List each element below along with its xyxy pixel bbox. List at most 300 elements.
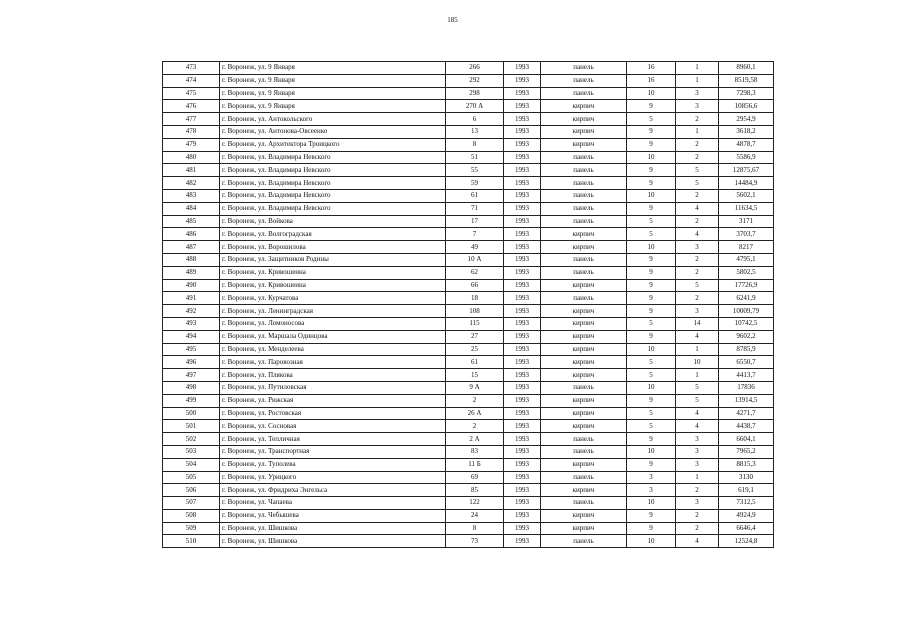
- row-number-cell: 508: [163, 509, 220, 522]
- address-cell: г. Воронеж, ул. Чапаева: [220, 497, 446, 510]
- house-number-cell: 71: [446, 202, 504, 215]
- house-number-cell: 85: [446, 484, 504, 497]
- row-number-cell: 502: [163, 433, 220, 446]
- area-cell: 3618,2: [719, 125, 774, 138]
- entrances-cell: 3: [676, 458, 719, 471]
- year-cell: 1993: [504, 522, 541, 535]
- year-cell: 1993: [504, 138, 541, 151]
- wall-material-cell: панель: [541, 164, 627, 177]
- table-row: [163, 420, 774, 433]
- floors-cell: 5: [627, 369, 676, 382]
- house-number-cell: 49: [446, 241, 504, 254]
- floors-cell: 9: [627, 279, 676, 292]
- table-row: [163, 458, 774, 471]
- year-cell: 1993: [504, 317, 541, 330]
- table-row: [163, 445, 774, 458]
- address-cell: г. Воронеж, ул. 9 Января: [220, 74, 446, 87]
- address-cell: г. Воронеж, ул. Фридриха Энгельса: [220, 484, 446, 497]
- floors-cell: 9: [627, 305, 676, 318]
- wall-material-cell: панель: [541, 535, 627, 548]
- row-number-cell: 474: [163, 74, 220, 87]
- area-cell: 4271,7: [719, 407, 774, 420]
- floors-cell: 9: [627, 292, 676, 305]
- house-number-cell: 10 А: [446, 253, 504, 266]
- wall-material-cell: кирпич: [541, 100, 627, 113]
- entrances-cell: 2: [676, 292, 719, 305]
- entrances-cell: 5: [676, 279, 719, 292]
- address-cell: г. Воронеж, ул. Ростовская: [220, 407, 446, 420]
- address-cell: г. Воронеж, ул. 9 Января: [220, 87, 446, 100]
- year-cell: 1993: [504, 164, 541, 177]
- floors-cell: 3: [627, 471, 676, 484]
- address-cell: г. Воронеж, ул. Рижская: [220, 394, 446, 407]
- house-number-cell: 115: [446, 317, 504, 330]
- row-number-cell: 486: [163, 228, 220, 241]
- address-cell: г. Воронеж, ул. Курчатова: [220, 292, 446, 305]
- house-number-cell: 2 А: [446, 433, 504, 446]
- year-cell: 1993: [504, 241, 541, 254]
- floors-cell: 10: [627, 381, 676, 394]
- house-number-cell: 51: [446, 151, 504, 164]
- row-number-cell: 478: [163, 125, 220, 138]
- housing-registry-table: [162, 61, 774, 548]
- row-number-cell: 498: [163, 381, 220, 394]
- address-cell: г. Воронеж, ул. Ломоносова: [220, 317, 446, 330]
- row-number-cell: 490: [163, 279, 220, 292]
- entrances-cell: 2: [676, 151, 719, 164]
- floors-cell: 10: [627, 241, 676, 254]
- address-cell: г. Воронеж, ул. Маршала Одинцова: [220, 330, 446, 343]
- address-cell: г. Воронеж, ул. Архитектора Троицкого: [220, 138, 446, 151]
- row-number-cell: 481: [163, 164, 220, 177]
- floors-cell: 10: [627, 87, 676, 100]
- area-cell: 3130: [719, 471, 774, 484]
- year-cell: 1993: [504, 292, 541, 305]
- address-cell: г. Воронеж, ул. Менделеева: [220, 343, 446, 356]
- row-number-cell: 503: [163, 445, 220, 458]
- entrances-cell: 3: [676, 87, 719, 100]
- wall-material-cell: панель: [541, 497, 627, 510]
- floors-cell: 10: [627, 535, 676, 548]
- floors-cell: 9: [627, 100, 676, 113]
- year-cell: 1993: [504, 253, 541, 266]
- house-number-cell: 2: [446, 394, 504, 407]
- address-cell: г. Воронеж, ул. Волгоградская: [220, 228, 446, 241]
- entrances-cell: 10: [676, 356, 719, 369]
- year-cell: 1993: [504, 497, 541, 510]
- table-row: [163, 535, 774, 548]
- floors-cell: 9: [627, 458, 676, 471]
- area-cell: 8785,9: [719, 343, 774, 356]
- entrances-cell: 5: [676, 381, 719, 394]
- entrances-cell: 4: [676, 330, 719, 343]
- table-row: [163, 305, 774, 318]
- address-cell: г. Воронеж, ул. Путиловская: [220, 381, 446, 394]
- house-number-cell: 15: [446, 369, 504, 382]
- house-number-cell: 24: [446, 509, 504, 522]
- row-number-cell: 482: [163, 177, 220, 190]
- address-cell: г. Воронеж, ул. Владимира Невского: [220, 151, 446, 164]
- wall-material-cell: панель: [541, 471, 627, 484]
- table-row: [163, 202, 774, 215]
- table-row: [163, 317, 774, 330]
- area-cell: 5802,5: [719, 266, 774, 279]
- wall-material-cell: панель: [541, 87, 627, 100]
- wall-material-cell: кирпич: [541, 330, 627, 343]
- floors-cell: 16: [627, 74, 676, 87]
- row-number-cell: 499: [163, 394, 220, 407]
- house-number-cell: 73: [446, 535, 504, 548]
- row-number-cell: 491: [163, 292, 220, 305]
- table-row: [163, 484, 774, 497]
- wall-material-cell: панель: [541, 177, 627, 190]
- wall-material-cell: кирпич: [541, 279, 627, 292]
- table-row: [163, 241, 774, 254]
- house-number-cell: 11 Б: [446, 458, 504, 471]
- table-row: [163, 164, 774, 177]
- area-cell: 3171: [719, 215, 774, 228]
- floors-cell: 9: [627, 522, 676, 535]
- wall-material-cell: кирпич: [541, 356, 627, 369]
- area-cell: 619,1: [719, 484, 774, 497]
- row-number-cell: 496: [163, 356, 220, 369]
- area-cell: 9602,2: [719, 330, 774, 343]
- entrances-cell: 3: [676, 241, 719, 254]
- area-cell: 4413,7: [719, 369, 774, 382]
- table-row: [163, 62, 774, 75]
- address-cell: г. Воронеж, ул. 9 Января: [220, 62, 446, 75]
- area-cell: 17836: [719, 381, 774, 394]
- area-cell: 10009,79: [719, 305, 774, 318]
- house-number-cell: 18: [446, 292, 504, 305]
- area-cell: 7965,2: [719, 445, 774, 458]
- table-row: [163, 113, 774, 126]
- row-number-cell: 477: [163, 113, 220, 126]
- table-row: [163, 125, 774, 138]
- floors-cell: 5: [627, 407, 676, 420]
- wall-material-cell: панель: [541, 266, 627, 279]
- area-cell: 3703,7: [719, 228, 774, 241]
- year-cell: 1993: [504, 113, 541, 126]
- area-cell: 5602,1: [719, 189, 774, 202]
- area-cell: 7312,5: [719, 497, 774, 510]
- row-number-cell: 507: [163, 497, 220, 510]
- wall-material-cell: кирпич: [541, 305, 627, 318]
- house-number-cell: 108: [446, 305, 504, 318]
- address-cell: г. Воронеж, ул. Туполева: [220, 458, 446, 471]
- entrances-cell: 3: [676, 305, 719, 318]
- floors-cell: 5: [627, 215, 676, 228]
- area-cell: 12875,67: [719, 164, 774, 177]
- table-row: [163, 407, 774, 420]
- wall-material-cell: панель: [541, 74, 627, 87]
- entrances-cell: 4: [676, 407, 719, 420]
- year-cell: 1993: [504, 343, 541, 356]
- entrances-cell: 1: [676, 369, 719, 382]
- house-number-cell: 8: [446, 138, 504, 151]
- house-number-cell: 8: [446, 522, 504, 535]
- table-row: [163, 228, 774, 241]
- address-cell: г. Воронеж, ул. Кривошеина: [220, 266, 446, 279]
- floors-cell: 10: [627, 189, 676, 202]
- year-cell: 1993: [504, 420, 541, 433]
- house-number-cell: 25: [446, 343, 504, 356]
- area-cell: 8960,1: [719, 62, 774, 75]
- floors-cell: 9: [627, 509, 676, 522]
- area-cell: 6646,4: [719, 522, 774, 535]
- area-cell: 4924,9: [719, 509, 774, 522]
- address-cell: г. Воронеж, ул. Шишкова: [220, 535, 446, 548]
- floors-cell: 10: [627, 497, 676, 510]
- table-row: [163, 522, 774, 535]
- table-row: [163, 266, 774, 279]
- row-number-cell: 497: [163, 369, 220, 382]
- entrances-cell: 1: [676, 125, 719, 138]
- area-cell: 8519,58: [719, 74, 774, 87]
- table-row: [163, 74, 774, 87]
- table-row: [163, 343, 774, 356]
- floors-cell: 9: [627, 330, 676, 343]
- wall-material-cell: кирпич: [541, 484, 627, 497]
- wall-material-cell: панель: [541, 215, 627, 228]
- wall-material-cell: кирпич: [541, 317, 627, 330]
- entrances-cell: 2: [676, 253, 719, 266]
- wall-material-cell: кирпич: [541, 125, 627, 138]
- house-number-cell: 266: [446, 62, 504, 75]
- house-number-cell: 6: [446, 113, 504, 126]
- area-cell: 11634,5: [719, 202, 774, 215]
- year-cell: 1993: [504, 356, 541, 369]
- house-number-cell: 270 А: [446, 100, 504, 113]
- floors-cell: 9: [627, 266, 676, 279]
- wall-material-cell: панель: [541, 253, 627, 266]
- row-number-cell: 473: [163, 62, 220, 75]
- row-number-cell: 505: [163, 471, 220, 484]
- entrances-cell: 1: [676, 471, 719, 484]
- row-number-cell: 483: [163, 189, 220, 202]
- year-cell: 1993: [504, 215, 541, 228]
- row-number-cell: 487: [163, 241, 220, 254]
- year-cell: 1993: [504, 535, 541, 548]
- house-number-cell: 83: [446, 445, 504, 458]
- table-row: [163, 471, 774, 484]
- row-number-cell: 501: [163, 420, 220, 433]
- row-number-cell: 495: [163, 343, 220, 356]
- row-number-cell: 480: [163, 151, 220, 164]
- entrances-cell: 1: [676, 62, 719, 75]
- entrances-cell: 2: [676, 113, 719, 126]
- area-cell: 6241,9: [719, 292, 774, 305]
- row-number-cell: 504: [163, 458, 220, 471]
- floors-cell: 9: [627, 433, 676, 446]
- address-cell: г. Воронеж, ул. Ленинградская: [220, 305, 446, 318]
- wall-material-cell: кирпич: [541, 228, 627, 241]
- row-number-cell: 488: [163, 253, 220, 266]
- year-cell: 1993: [504, 433, 541, 446]
- address-cell: г. Воронеж, ул. Владимира Невского: [220, 177, 446, 190]
- floors-cell: 3: [627, 484, 676, 497]
- table-row: [163, 433, 774, 446]
- floors-cell: 9: [627, 202, 676, 215]
- year-cell: 1993: [504, 202, 541, 215]
- table-row: [163, 189, 774, 202]
- address-cell: г. Воронеж, ул. Антонова-Овсеенко: [220, 125, 446, 138]
- address-cell: г. Воронеж, ул. Шишкова: [220, 522, 446, 535]
- table-row: [163, 369, 774, 382]
- house-number-cell: 59: [446, 177, 504, 190]
- area-cell: 12524,8: [719, 535, 774, 548]
- entrances-cell: 3: [676, 497, 719, 510]
- area-cell: 10856,6: [719, 100, 774, 113]
- address-cell: г. Воронеж, ул. Транспортная: [220, 445, 446, 458]
- entrances-cell: 2: [676, 138, 719, 151]
- house-number-cell: 7: [446, 228, 504, 241]
- table-row: [163, 497, 774, 510]
- wall-material-cell: кирпич: [541, 138, 627, 151]
- entrances-cell: 2: [676, 189, 719, 202]
- house-number-cell: 17: [446, 215, 504, 228]
- house-number-cell: 9 А: [446, 381, 504, 394]
- address-cell: г. Воронеж, ул. Защитников Родины: [220, 253, 446, 266]
- house-number-cell: 26 А: [446, 407, 504, 420]
- entrances-cell: 2: [676, 484, 719, 497]
- year-cell: 1993: [504, 74, 541, 87]
- area-cell: 7298,3: [719, 87, 774, 100]
- address-cell: г. Воронеж, ул. Тепличная: [220, 433, 446, 446]
- entrances-cell: 5: [676, 177, 719, 190]
- row-number-cell: 489: [163, 266, 220, 279]
- floors-cell: 5: [627, 228, 676, 241]
- row-number-cell: 500: [163, 407, 220, 420]
- table-row: [163, 292, 774, 305]
- floors-cell: 9: [627, 125, 676, 138]
- wall-material-cell: кирпич: [541, 458, 627, 471]
- address-cell: г. Воронеж, ул. Войкова: [220, 215, 446, 228]
- address-cell: г. Воронеж, ул. Владимира Невского: [220, 164, 446, 177]
- year-cell: 1993: [504, 151, 541, 164]
- entrances-cell: 3: [676, 433, 719, 446]
- entrances-cell: 2: [676, 522, 719, 535]
- year-cell: 1993: [504, 62, 541, 75]
- table-row: [163, 151, 774, 164]
- wall-material-cell: панель: [541, 62, 627, 75]
- entrances-cell: 4: [676, 202, 719, 215]
- house-number-cell: 298: [446, 87, 504, 100]
- year-cell: 1993: [504, 87, 541, 100]
- house-number-cell: 62: [446, 266, 504, 279]
- entrances-cell: 4: [676, 535, 719, 548]
- wall-material-cell: панель: [541, 433, 627, 446]
- year-cell: 1993: [504, 458, 541, 471]
- wall-material-cell: кирпич: [541, 241, 627, 254]
- floors-cell: 9: [627, 253, 676, 266]
- area-cell: 17726,9: [719, 279, 774, 292]
- entrances-cell: 2: [676, 509, 719, 522]
- year-cell: 1993: [504, 100, 541, 113]
- table-row: [163, 87, 774, 100]
- entrances-cell: 1: [676, 343, 719, 356]
- row-number-cell: 510: [163, 535, 220, 548]
- area-cell: 4438,7: [719, 420, 774, 433]
- area-cell: 4878,7: [719, 138, 774, 151]
- row-number-cell: 479: [163, 138, 220, 151]
- wall-material-cell: кирпич: [541, 369, 627, 382]
- wall-material-cell: кирпич: [541, 522, 627, 535]
- area-cell: 2954,9: [719, 113, 774, 126]
- floors-cell: 9: [627, 138, 676, 151]
- area-cell: 4795,1: [719, 253, 774, 266]
- wall-material-cell: панель: [541, 292, 627, 305]
- year-cell: 1993: [504, 305, 541, 318]
- year-cell: 1993: [504, 189, 541, 202]
- address-cell: г. Воронеж, ул. Антокольского: [220, 113, 446, 126]
- house-number-cell: 122: [446, 497, 504, 510]
- floors-cell: 5: [627, 356, 676, 369]
- table-row: [163, 381, 774, 394]
- entrances-cell: 3: [676, 100, 719, 113]
- row-number-cell: 485: [163, 215, 220, 228]
- wall-material-cell: панель: [541, 445, 627, 458]
- address-cell: г. Воронеж, ул. Ворошилова: [220, 241, 446, 254]
- year-cell: 1993: [504, 125, 541, 138]
- house-number-cell: 27: [446, 330, 504, 343]
- address-cell: г. Воронеж, ул. Урицкого: [220, 471, 446, 484]
- floors-cell: 9: [627, 164, 676, 177]
- row-number-cell: 475: [163, 87, 220, 100]
- row-number-cell: 476: [163, 100, 220, 113]
- address-cell: г. Воронеж, ул. Кривошеина: [220, 279, 446, 292]
- table-row: [163, 100, 774, 113]
- row-number-cell: 492: [163, 305, 220, 318]
- wall-material-cell: панель: [541, 202, 627, 215]
- house-number-cell: 61: [446, 189, 504, 202]
- year-cell: 1993: [504, 394, 541, 407]
- year-cell: 1993: [504, 509, 541, 522]
- table-row: [163, 330, 774, 343]
- address-cell: г. Воронеж, ул. Плякова: [220, 369, 446, 382]
- house-number-cell: 2: [446, 420, 504, 433]
- wall-material-cell: кирпич: [541, 407, 627, 420]
- row-number-cell: 509: [163, 522, 220, 535]
- entrances-cell: 4: [676, 228, 719, 241]
- area-cell: 8217: [719, 241, 774, 254]
- area-cell: 5586,9: [719, 151, 774, 164]
- year-cell: 1993: [504, 471, 541, 484]
- address-cell: г. Воронеж, ул. Владимира Невского: [220, 189, 446, 202]
- wall-material-cell: кирпич: [541, 394, 627, 407]
- floors-cell: 10: [627, 151, 676, 164]
- address-cell: г. Воронеж, ул. Владимира Невского: [220, 202, 446, 215]
- table-row: [163, 509, 774, 522]
- floors-cell: 9: [627, 394, 676, 407]
- entrances-cell: 1: [676, 74, 719, 87]
- entrances-cell: 2: [676, 215, 719, 228]
- year-cell: 1993: [504, 381, 541, 394]
- floors-cell: 5: [627, 113, 676, 126]
- table-row: [163, 279, 774, 292]
- entrances-cell: 4: [676, 420, 719, 433]
- address-cell: г. Воронеж, ул. Сосновая: [220, 420, 446, 433]
- area-cell: 6550,7: [719, 356, 774, 369]
- area-cell: 6604,1: [719, 433, 774, 446]
- house-number-cell: 61: [446, 356, 504, 369]
- floors-cell: 5: [627, 420, 676, 433]
- wall-material-cell: кирпич: [541, 113, 627, 126]
- table-row: [163, 394, 774, 407]
- row-number-cell: 506: [163, 484, 220, 497]
- entrances-cell: 3: [676, 445, 719, 458]
- table-row: [163, 356, 774, 369]
